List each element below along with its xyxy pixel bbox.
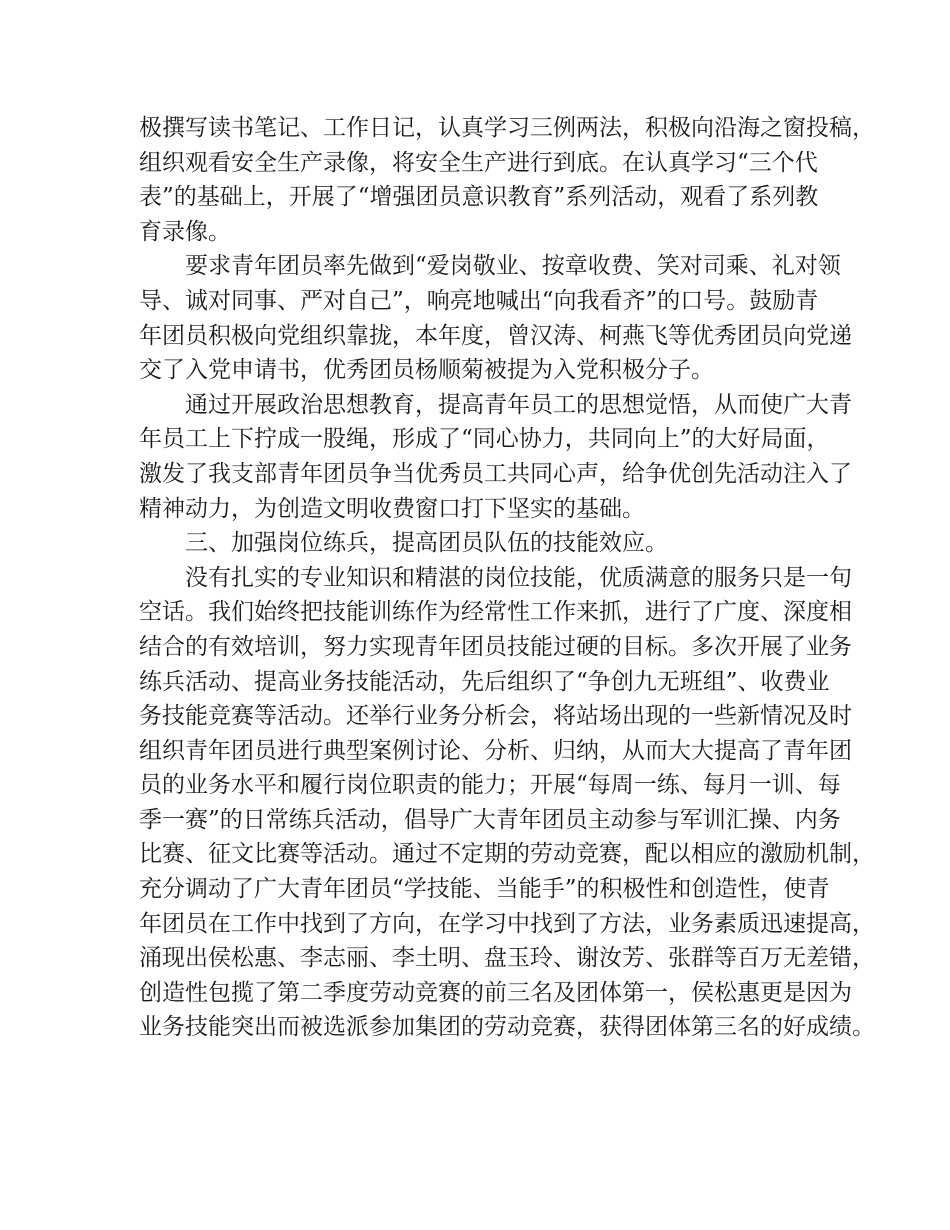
text-line: 务技能竞赛等活动。还举行业务分析会，将站场出现的一些新情况及时 [139, 703, 852, 730]
text-line: 导、诚对同事、严对自己”，响亮地喊出“向我看齐”的口号。鼓励青 [139, 287, 819, 314]
text-line: 员的业务水平和履行岗位职责的能力；开展“每周一练、每月一训、每 [139, 772, 841, 799]
paragraph-first-line: 没有扎实的专业知识和精湛的岗位技能，优质满意的服务只是一句 [185, 564, 852, 591]
text-line: 年团员在工作中找到了方向，在学习中找到了方法，业务素质迅速提高， [139, 910, 875, 937]
text-line: 空话。我们始终把技能训练作为经常性工作来抓，进行了广度、深度相 [139, 599, 852, 626]
document-body [139, 111, 875, 1045]
text-line: 组织观看安全生产录像，将安全生产进行到底。在认真学习“三个代 [139, 149, 818, 176]
text-line: 业务技能突出而被选派参加集团的劳动竞赛，获得团体第三名的好成绩。 [139, 1014, 875, 1041]
text-line: 充分调动了广大青年团员“学技能、当能手”的积极性和创造性，使青 [139, 876, 830, 903]
text-line: 表”的基础上，开展了“增强团员意识教育”系列活动，观看了系列教 [139, 184, 819, 211]
text-line: 精神动力，为创造文明收费窗口打下坚实的基础。 [139, 495, 645, 522]
text-line: 练兵活动、提高业务技能活动，先后组织了“争创九无班组”、收费业 [139, 668, 830, 695]
text-line: 涌现出侯松惠、李志丽、李土明、盘玉玲、谢汝芳、张群等百万无差错， [139, 945, 875, 972]
section-heading: 三、加强岗位练兵，提高团员队伍的技能效应。 [185, 530, 668, 557]
text-line: 结合的有效培训，努力实现青年团员技能过硬的目标。多次开展了业务 [139, 633, 852, 660]
text-line: 育录像。 [139, 218, 231, 245]
text-line: 极撰写读书笔记、工作日记，认真学习三例两法，积极向沿海之窗投稿， [139, 115, 875, 141]
text-line: 年团员积极向党组织靠拢，本年度，曾汉涛、柯燕飞等优秀团员向党递 [139, 322, 852, 349]
paragraph-first-line: 通过开展政治思想教育，提高青年员工的思想觉悟，从而使广大青 [185, 391, 852, 418]
text-line: 激发了我支部青年团员争当优秀员工共同心声，给争优创先活动注入了 [139, 460, 852, 487]
text-line: 组织青年团员进行典型案例讨论、分析、归纳，从而大大提高了青年团 [139, 737, 852, 764]
text-line: 年员工上下拧成一股绳，形成了“同心协力，共同向上”的大好局面， [139, 426, 830, 453]
text-line: 季一赛”的日常练兵活动，倡导广大青年团员主动参与军训汇操、内务 [139, 806, 841, 833]
text-line: 交了入党申请书，优秀团员杨顺菊被提为入党积极分子。 [139, 357, 714, 384]
text-line: 创造性包揽了第二季度劳动竞赛的前三名及团体第一，侯松惠更是因为 [139, 979, 852, 1006]
paragraph-first-line: 要求青年团员率先做到“爱岗敬业、按章收费、笑对司乘、礼对领 [185, 253, 841, 280]
text-line: 比赛、征文比赛等活动。通过不定期的劳动竞赛，配以相应的激励机制， [139, 841, 875, 868]
